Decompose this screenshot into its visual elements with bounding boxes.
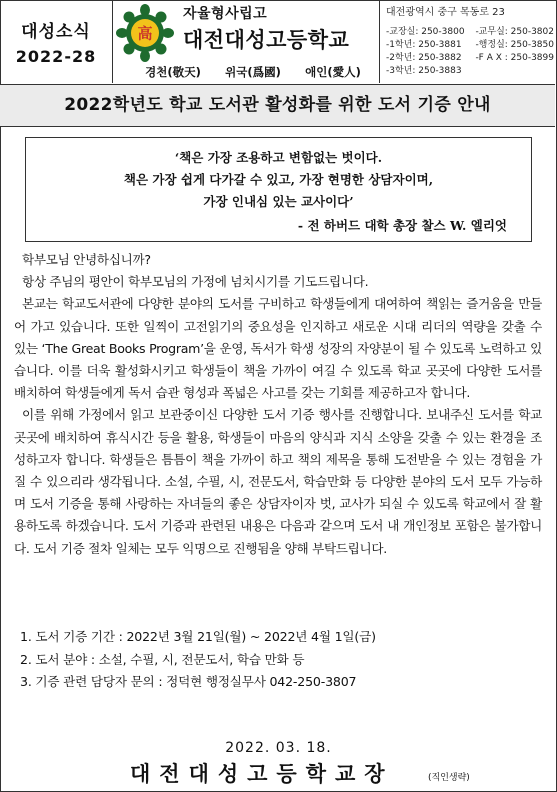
details-list [20, 626, 376, 694]
motto-item: 경천(敬天) [145, 65, 201, 79]
list-item: 1. 도서 기증 기간 : 2022년 3월 21일(월) ~ 2022년 4월 1일(금) [20, 629, 376, 644]
phone-entry: -2학년: 250-3882 [386, 53, 462, 63]
paragraph: 이를 위해 가정에서 읽고 보관중이신 다양한 도서 기증 행사를 진행합니다. 보내주신 도서를 학교 곳곳에 배치하여 휴식시간 등을 활용, 학생들이 마음의 양식과 지식 소양을 갖출 수 있는 환경을 조성하고자 합니다. 학생들은 틈틈이 책을 가까이 하고 책의 제목을 통해 도전받을 수 있는 경험을 가질 수 있으리라 생각됩니다. 소설, 수필, 시, 전문도서, 학습만화 등 다양한 분야의 도서 모두 가능하며 도서 기증을 통해 사랑하는 자녀들의 좋은 상담자이자 벗, 교사가 되실 수 있도록 학교에서 잘 활용하도록 하겠습니다. 도서 기증과 관련된 내용은 다음과 같으며 도서 내 개인정보 포함은 불가합니다. 도서 기증 절차 일체는 모두 익명으로 진행됨을 양해 부탁드립니다. [14, 407, 542, 556]
phone-row [386, 26, 554, 39]
school-address: 대전광역시 중구 목동로 23 [386, 7, 505, 18]
school-mottos [133, 64, 373, 80]
phone-entry: -교무실: 250-3802 [475, 27, 554, 37]
emblem-char: 高 [137, 24, 153, 43]
quote-box [25, 137, 532, 242]
motto-item: 위국(爲國) [225, 65, 281, 79]
issue-label: 대성소식 [21, 22, 91, 42]
quote-line: 가장 인내심 있는 교사이다’ [203, 194, 354, 209]
list-item: 2. 도서 분야 : 소설, 수필, 시, 전문도서, 학습 만화 등 [20, 651, 305, 667]
quote-author: - 전 하버드 대학 총장 찰스 W. 엘리엇 [297, 218, 507, 233]
school-masthead [113, 0, 380, 83]
phone-entry: -교장실: 250-3800 [386, 27, 465, 37]
document-title: 2022학년도 학교 도서관 활성화를 위한 도서 기증 안내 [0, 84, 555, 127]
school-name: 대전대성고등학교 [183, 28, 350, 52]
quote-line: ‘책은 가장 조용하고 변함없는 벗이다. [174, 150, 383, 165]
principal-signature: 대전대성고등학교장 [130, 761, 394, 786]
quote-line: 책은 가장 쉽게 다가갈 수 있고, 가장 현명한 상담자이며, [123, 172, 434, 187]
issue-number: 2022-28 [15, 47, 97, 66]
phone-row [386, 65, 554, 78]
motto-item: 애인(愛人) [305, 65, 361, 79]
issue-date: 2022. 03. 18. [225, 740, 332, 756]
contact-box [380, 0, 556, 83]
seal-note: (직인생략) [428, 773, 470, 783]
phone-row [386, 39, 554, 52]
phone-entry: -F A X : 250-3899 [475, 53, 554, 63]
school-slogan: 자율형사립고 [183, 6, 268, 22]
issue-box [0, 0, 113, 83]
list-item: 3. 기증 관련 담당자 문의 : 정덕현 행정실무사 042-250-3807 [20, 674, 357, 689]
greeting: 학부모님 안녕하십니까? [22, 252, 151, 267]
phone-entry: -행정실: 250-3850 [475, 40, 554, 50]
phone-row [386, 52, 554, 65]
phone-list [386, 26, 554, 78]
paragraph: 본교는 학교도서관에 다양한 분야의 도서를 구비하고 학생들에게 대여하여 책읽는 즐거움을 만들어 가고 있습니다. 또한 일찍이 고전읽기의 중요성을 인지하고 새로운 시대 리더의 역량을 갖출 수 있는 ‘The Great Books Program’을 운영, 독서가 학생 성장의 자양분이 될 수 있도록 노력하고 있습니다. 이를 더욱 활성화시키고 학생들이 책을 가까이 여길 수 있도록 학교 곳곳에 다양한 도서를 배치하여 학생들에게 독서 습관 형성과 폭넓은 사고를 갖는 기회를 제공하고자 합니다. [14, 296, 542, 401]
paragraph: 항상 주님의 평안이 학부모님의 가정에 넘치시기를 기도드립니다. [22, 274, 369, 290]
school-emblem-icon [116, 4, 174, 62]
phone-entry: -1학년: 250-3881 [386, 40, 462, 50]
letter-body [14, 249, 542, 560]
phone-entry: -3학년: 250-3883 [386, 66, 462, 76]
